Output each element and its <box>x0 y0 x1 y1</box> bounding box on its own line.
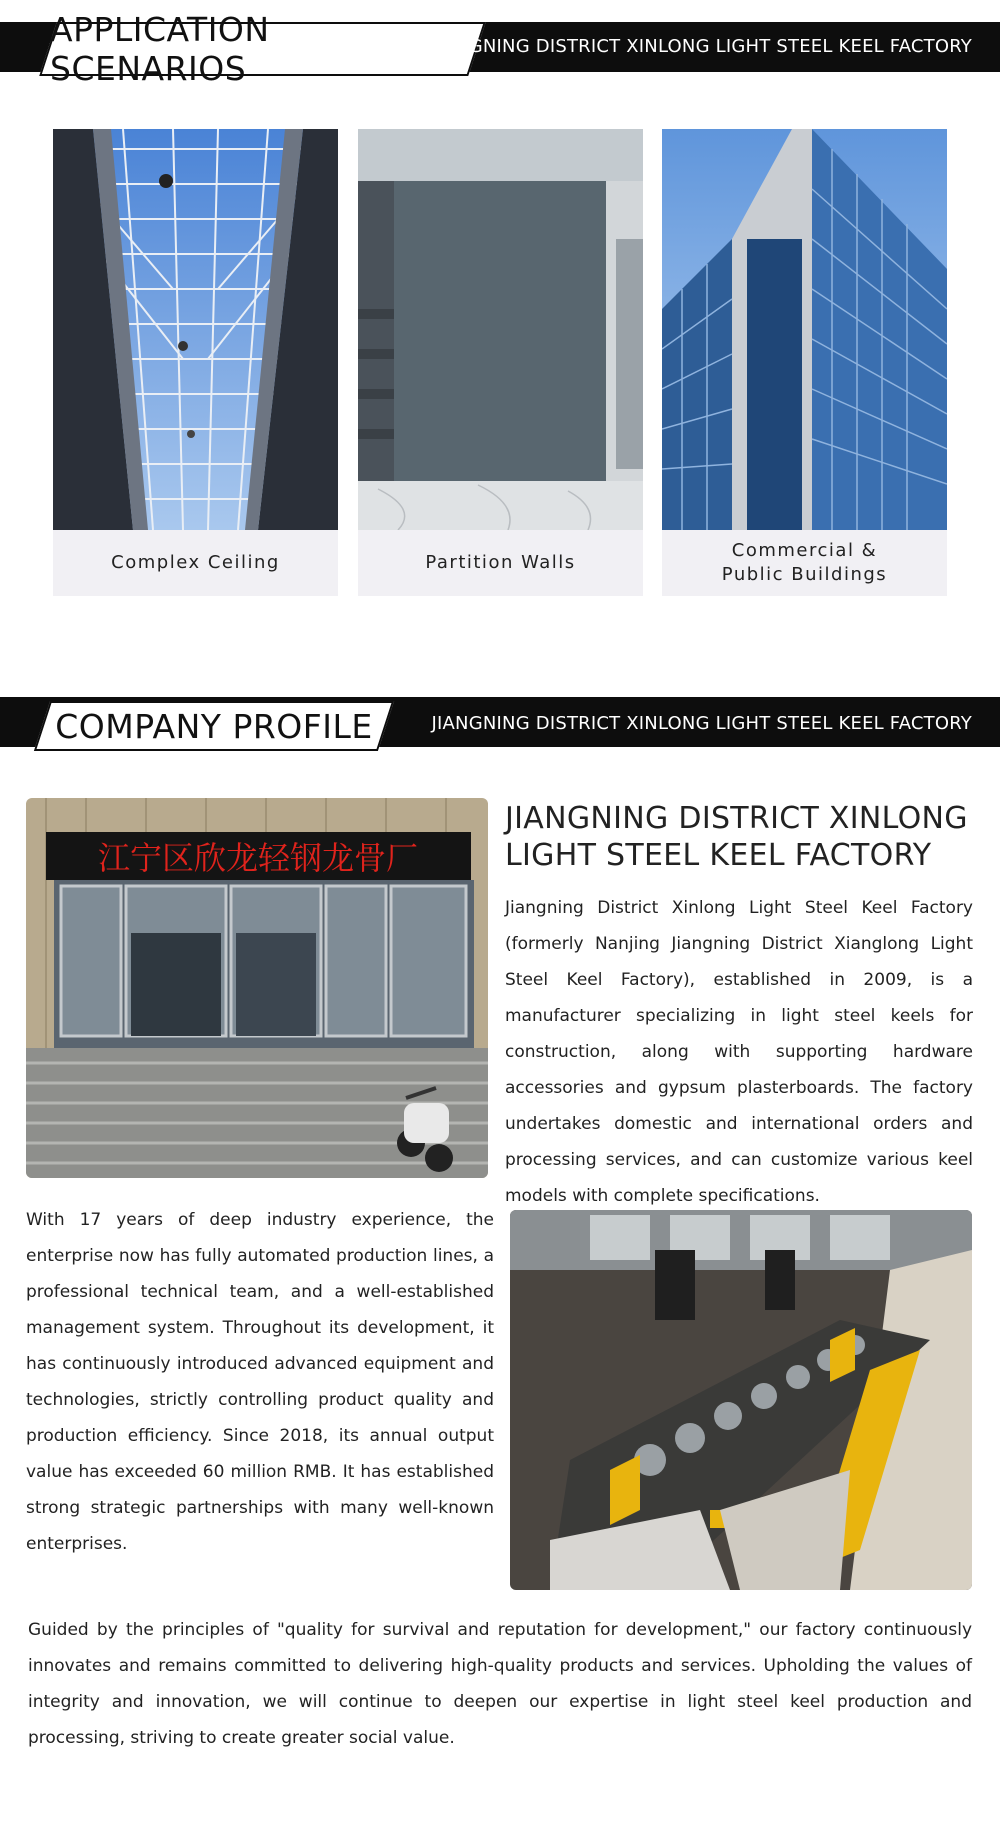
scenario-card-ceiling[interactable] <box>53 129 338 596</box>
scenario-caption-partition: Partition Walls <box>425 552 576 573</box>
glass-office-building-photo <box>662 129 947 530</box>
application-factory-tag: JIANGNING DISTRICT XINLONG LIGHT STEEL KEEL FACTORY <box>431 36 972 57</box>
company-intro-paragraph: Jiangning District Xinlong Light Steel Keel Factory (formerly Nanjing Jiangning District Xianglong Light Steel Keel Factory), established in 2009, is a manufacturer specializing in light steel keels for construction, along with supporting hardware accessories and gypsum plasterboards. The factory undertakes domestic and international orders and processing services, and can customize various keel models with complete specifications. <box>505 898 973 1206</box>
scenario-caption-ceiling: Complex Ceiling <box>111 552 280 573</box>
application-title-tab <box>39 10 486 88</box>
scenario-caption-commercial: Commercial & Public Buildings <box>721 540 888 585</box>
factory-storefront-photo <box>26 798 488 1178</box>
profile-title: COMPANY PROFILE <box>55 706 373 746</box>
production-line-photo <box>510 1210 972 1590</box>
profile-factory-tag: JIANGNING DISTRICT XINLONG LIGHT STEEL KEEL FACTORY <box>431 713 972 734</box>
glass-steel-ceiling-photo <box>53 129 338 530</box>
scenario-card-partition[interactable] <box>358 129 643 596</box>
company-values-paragraph: Guided by the principles of "quality for survival and reputation for development," our factory continuously innovates and remains committed to delivering high-quality products and services. Upholding the values of integrity and innovation, we will continue to deepen our expertise in light steel keel production and processing, striving to create greater social value. <box>28 1620 972 1748</box>
company-experience-paragraph: With 17 years of deep industry experience, the enterprise now has fully automated production lines, a professional technical team, and a well-established management system. Throughout its development, it has continuously introduced advanced equipment and technologies, strictly controlling product quality and production efficiency. Since 2018, its annual output value has exceeded 60 million RMB. It has established strong strategic partnerships with many well-known enterprises. <box>26 1210 494 1554</box>
interior-partition-wall-photo <box>358 129 643 530</box>
scenario-card-commercial[interactable] <box>662 129 947 596</box>
company-name-heading: JIANGNING DISTRICT XINLONG LIGHT STEEL KEEL FACTORY <box>505 801 968 873</box>
storefront-sign-text: 江宁区欣龙轻钢龙骨厂 <box>97 839 419 877</box>
application-title: APPLICATION SCENARIOS <box>50 10 270 88</box>
profile-title-tab <box>34 701 394 751</box>
